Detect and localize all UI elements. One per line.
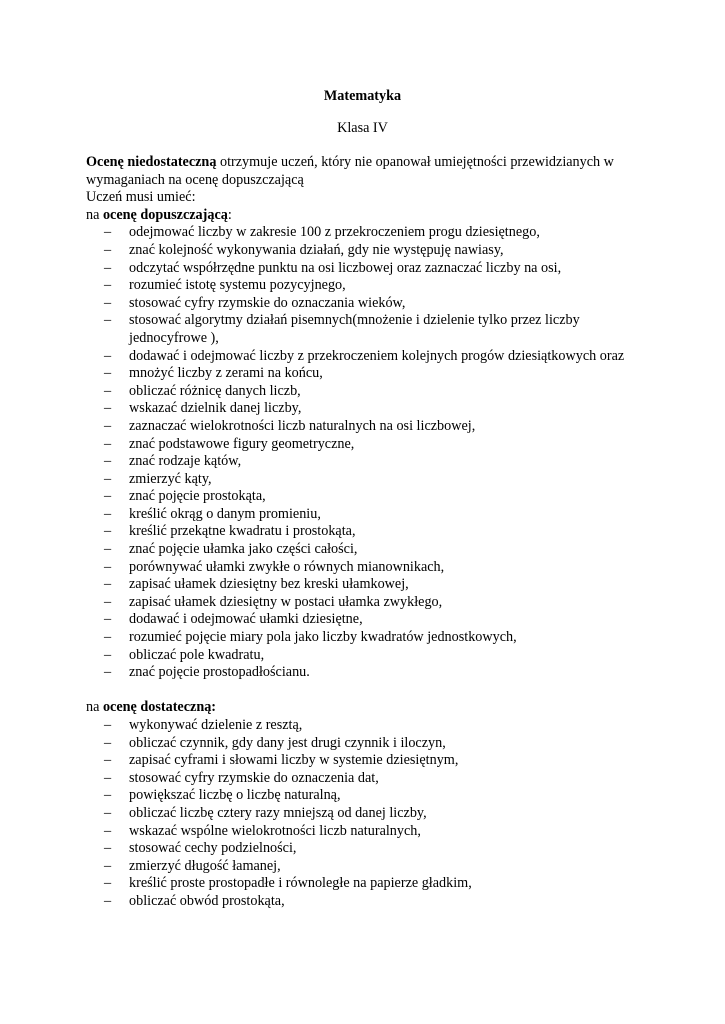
dash-bullet: – <box>104 294 112 311</box>
list-item-text: dodawać i odejmować liczby z przekroczeniem kolejnych progów dziesiątkowych oraz <box>129 347 625 364</box>
dash-bullet: – <box>104 646 112 663</box>
section-suffix: : <box>227 206 232 223</box>
dash-bullet: – <box>104 312 112 329</box>
dash-bullet: – <box>104 734 112 751</box>
dash-bullet: – <box>104 400 112 417</box>
list-item <box>104 259 646 278</box>
list-item-text: stosować cyfry rzymskie do oznaczania wieków, <box>129 294 406 311</box>
list-item-text: znać kolejność wykonywania działań, gdy nie występuję nawiasy, <box>129 241 504 258</box>
list-item-text: odczytać współrzędne punktu na osi liczbowej oraz zaznaczać liczby na osi, <box>129 259 562 276</box>
dash-bullet: – <box>104 752 112 769</box>
list-item-text: wskazać wspólne wielokrotności liczb naturalnych, <box>129 822 421 839</box>
list-item-text: stosować cechy podzielności, <box>129 840 297 857</box>
dash-bullet: – <box>104 365 112 382</box>
list-item-text: wskazać dzielnik danej liczby, <box>129 400 302 417</box>
list-item <box>104 646 646 665</box>
list-item <box>104 629 646 647</box>
list-item <box>104 593 646 612</box>
dash-bullet: – <box>104 241 112 258</box>
list-item-text: mnożyć liczby z zerami na końcu, <box>129 365 323 382</box>
list-item <box>104 470 646 489</box>
list-item-text: zapisać cyframi i słowami liczby w systemie dziesiętnym, <box>129 752 459 769</box>
list-item-text: obliczać czynnik, gdy dany jest drugi czynnik i iloczyn, <box>129 734 446 751</box>
dash-bullet: – <box>104 558 112 575</box>
list-item <box>104 892 646 911</box>
list-item <box>104 664 646 682</box>
dash-bullet: – <box>104 417 112 434</box>
dash-bullet: – <box>104 840 112 857</box>
list-item-text: obliczać pole kwadratu, <box>129 646 265 663</box>
list-item <box>104 857 646 876</box>
list-item-text: powiększać liczbę o liczbę naturalną, <box>129 787 341 804</box>
list-item-text: porównywać ułamki zwykłe o równych mianownikach, <box>129 558 445 575</box>
list-item <box>104 400 646 418</box>
dash-bullet: – <box>104 822 112 839</box>
list-item-text: rozumieć pojęcie miary pola jako liczby kwadratów jednostkowych, <box>129 629 517 646</box>
requirement-list <box>86 717 646 911</box>
list-item <box>104 717 646 735</box>
dash-bullet: – <box>104 875 112 892</box>
list-item <box>104 382 646 401</box>
list-item-text: dodawać i odejmować ułamki dziesiętne, <box>129 611 363 628</box>
list-item-text: odejmować liczby w zakresie 100 z przekroczeniem progu dziesiętnego, <box>129 224 540 241</box>
list-item-text: stosować algorytmy działań pisemnych(mnożenie i dzielenie tylko przez liczby jednocyfrowe ), <box>129 312 580 346</box>
dash-bullet: – <box>104 523 112 540</box>
list-item <box>104 347 646 366</box>
list-item-text: rozumieć istotę systemu pozycyjnego, <box>129 277 346 294</box>
list-item <box>104 277 646 295</box>
list-item <box>104 804 646 823</box>
list-item <box>104 435 646 454</box>
dash-bullet: – <box>104 435 112 452</box>
dash-bullet: – <box>104 259 112 276</box>
dash-bullet: – <box>104 593 112 610</box>
list-item-text: znać pojęcie prostopadłościanu. <box>129 664 310 681</box>
class-subtitle: Klasa IV <box>337 120 388 136</box>
dash-bullet: – <box>104 382 112 399</box>
intro-grade: Ocenę niedostateczną <box>86 154 217 170</box>
list-item-text: zaznaczać wielokrotności liczb naturalnych na osi liczbowej, <box>129 417 476 434</box>
dash-bullet: – <box>104 576 112 593</box>
dash-bullet: – <box>104 857 112 874</box>
list-item-text: obliczać obwód prostokąta, <box>129 892 285 909</box>
document-body <box>86 154 646 911</box>
dash-bullet: – <box>104 804 112 821</box>
dash-bullet: – <box>104 453 112 470</box>
dash-bullet: – <box>104 611 112 628</box>
list-item-text: znać rodzaje kątów, <box>129 453 242 470</box>
intro-paragraph <box>86 154 646 189</box>
grade-sections <box>86 207 646 911</box>
dash-bullet: – <box>104 224 112 241</box>
list-item <box>104 417 646 436</box>
dash-bullet: – <box>104 488 112 505</box>
list-item <box>104 453 646 471</box>
list-item-text: kreślić okrąg o danym promieniu, <box>129 505 321 522</box>
section-grade: ocenę dopuszczającą <box>102 206 228 223</box>
dash-bullet: – <box>104 787 112 804</box>
section-gap <box>86 682 646 700</box>
list-item-text: zmierzyć kąty, <box>129 470 212 487</box>
list-item <box>104 734 646 753</box>
list-item-text: znać podstawowe figury geometryczne, <box>129 435 355 452</box>
intro-text: otrzymuje uczeń, który nie opanował umiejętności przewidzianych w wymaganiach na ocenę dopuszczającą <box>86 154 614 188</box>
list-item <box>104 505 646 524</box>
list-item <box>104 769 646 788</box>
list-item <box>104 224 646 242</box>
list-item-text: obliczać różnicę danych liczb, <box>129 382 301 399</box>
list-item <box>104 611 646 629</box>
list-item <box>104 365 646 383</box>
document-title: Matematyka <box>323 88 402 104</box>
list-item <box>104 294 646 313</box>
requirement-list <box>86 224 646 681</box>
list-item-text: stosować cyfry rzymskie do oznaczenia dat, <box>129 769 379 786</box>
dash-bullet: – <box>104 505 112 522</box>
must-know-line: Uczeń musi umieć: <box>86 189 196 206</box>
dash-bullet: – <box>104 717 112 733</box>
list-item <box>104 523 646 541</box>
dash-bullet: – <box>104 470 112 487</box>
list-item-text: zmierzyć długość łamanej, <box>129 857 281 874</box>
list-item <box>104 241 646 260</box>
section-prefix: na <box>86 206 103 223</box>
list-item-text: znać pojęcie prostokąta, <box>129 488 266 505</box>
list-item-text: zapisać ułamek dziesiętny bez kreski ułamkowej, <box>129 576 409 593</box>
section-heading <box>86 699 646 717</box>
dash-bullet: – <box>104 769 112 786</box>
list-item <box>104 822 646 841</box>
list-item <box>104 875 646 893</box>
dash-bullet: – <box>104 541 112 558</box>
dash-bullet: – <box>104 347 112 364</box>
dash-bullet: – <box>104 629 112 646</box>
list-item <box>104 312 646 347</box>
list-item-text: obliczać liczbę cztery razy mniejszą od danej liczby, <box>129 804 427 821</box>
list-item <box>104 787 646 805</box>
dash-bullet: – <box>104 664 112 681</box>
section-prefix: na <box>86 699 103 716</box>
list-item <box>104 576 646 594</box>
dash-bullet: – <box>104 277 112 294</box>
list-item <box>104 488 646 506</box>
section-grade: ocenę dostateczną: <box>102 699 217 716</box>
dash-bullet: – <box>104 892 112 909</box>
list-item-text: kreślić przekątne kwadratu i prostokąta, <box>129 523 356 540</box>
list-item <box>104 541 646 559</box>
list-item-text: kreślić proste prostopadłe i równoległe na papierze gładkim, <box>129 875 472 892</box>
list-item-text: znać pojęcie ułamka jako części całości, <box>129 541 358 558</box>
section-heading <box>86 207 646 225</box>
list-item-text: wykonywać dzielenie z resztą, <box>129 717 303 733</box>
list-item <box>104 558 646 577</box>
list-item <box>104 840 646 858</box>
list-item-text: zapisać ułamek dziesiętny w postaci ułamka zwykłego, <box>129 593 443 610</box>
list-item <box>104 752 646 770</box>
